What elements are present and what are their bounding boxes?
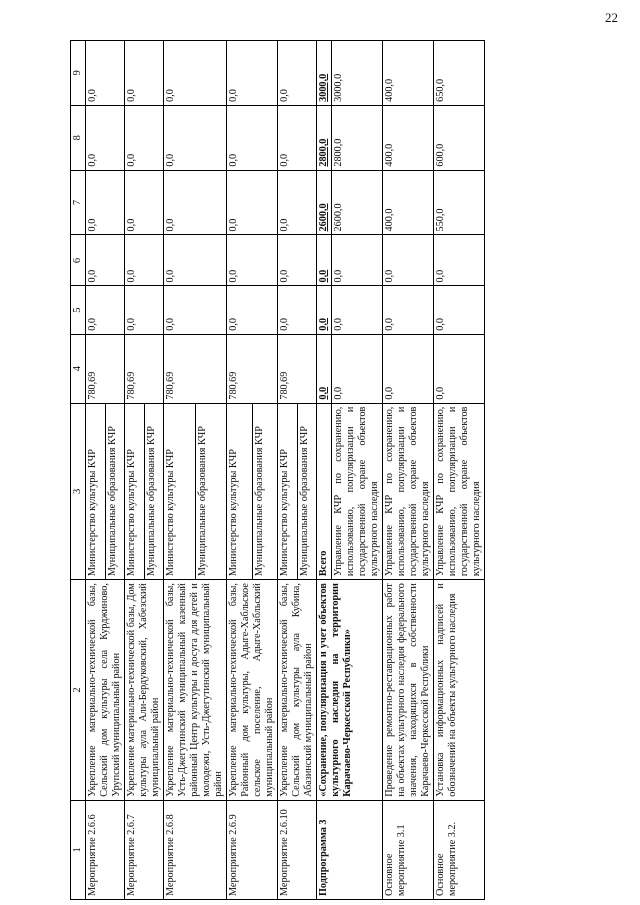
value-cell: 0,0 [227, 41, 278, 106]
executor-cell: Муниципальные образования КЧР [252, 403, 278, 579]
total-label-cell: Всего [317, 403, 332, 579]
col-header: 1 [71, 800, 86, 899]
table-row [227, 41, 253, 900]
value-cell: 0,0 [332, 334, 383, 403]
value-cell: 0,0 [164, 170, 227, 235]
value-cell: 0,0 [383, 286, 434, 334]
value-cell: 0,0 [125, 235, 164, 286]
value-cell: 0,0 [434, 334, 485, 403]
value-cell: 0,0 [278, 41, 317, 106]
executor-cell: Муниципальные образования КЧР [297, 403, 317, 579]
value-cell: 3000,0 [332, 41, 383, 106]
value-cell: 0,0 [86, 105, 125, 170]
col-header: 5 [71, 286, 86, 334]
event-name-cell: Проведение ремонтно-реставрационных работ на объектах культурного наследия федерального значения, находящихся в собственности Карачаево-Черкесской Республики [383, 580, 434, 801]
value-cell: 0,0 [383, 334, 434, 403]
value-cell: 0,0 [278, 286, 317, 334]
value-cell: 400,0 [383, 170, 434, 235]
value-cell: 2800,0 [332, 105, 383, 170]
header-row [71, 41, 86, 900]
subprogram-row [317, 41, 332, 900]
value-cell: 2600,0 [332, 170, 383, 235]
executor-cell: Управление КЧР по сохранению, использованию, популяризации и государственной охране объектов культурного наследия [383, 403, 434, 579]
event-id-cell: Основное мероприятие 3.1 [383, 800, 434, 899]
col-header: 4 [71, 334, 86, 403]
subprogram-name-cell: «Сохранение, популяризация и учет объектов культурного наследия на территории Карачаево-Черкесской Республики» [317, 580, 383, 801]
total-value-cell: 2800,0 [317, 105, 332, 170]
event-id-cell: Мероприятие 2.6.10 [278, 800, 317, 899]
col-header: 7 [71, 170, 86, 235]
executor-cell: Управление КЧР по сохранению, использованию, популяризации и государственной охране объектов культурного наследия [332, 403, 383, 579]
rotated-page [70, 40, 485, 900]
executor-cell: Министерство культуры КЧР [125, 403, 145, 579]
value-cell: 0,0 [383, 235, 434, 286]
total-value-cell: 0,0 [317, 235, 332, 286]
event-name-cell: Укрепление материально-технической базы, Сельский дом культуры аула Кубина, Абазинский муниципальный район [278, 580, 317, 801]
total-value-cell: 2600,0 [317, 170, 332, 235]
value-cell: 600,0 [434, 105, 485, 170]
event-id-cell: Мероприятие 2.6.6 [86, 800, 125, 899]
value-cell: 0,0 [434, 235, 485, 286]
value-cell: 0,0 [164, 105, 227, 170]
event-id-cell: Мероприятие 2.6.9 [227, 800, 278, 899]
value-cell: 0,0 [278, 105, 317, 170]
value-cell: 780,69 [86, 334, 125, 403]
value-cell: 0,0 [227, 170, 278, 235]
table-row [125, 41, 145, 900]
total-value-cell: 0,0 [317, 334, 332, 403]
table-row [278, 41, 298, 900]
executor-cell: Министерство культуры КЧР [164, 403, 196, 579]
value-cell: 400,0 [383, 105, 434, 170]
table-row [164, 41, 196, 900]
value-cell: 0,0 [332, 235, 383, 286]
event-name-cell: Укрепление материально-технической базы, Усть-Джегутинский муниципальный казенный районный Центр культуры и досуга для детей и молодежи, Усть-Джегутинский муниципальный район [164, 580, 227, 801]
event-name-cell: Установка информационных надписей и обозначений на объекты культурного наследия [434, 580, 485, 801]
value-cell: 0,0 [86, 41, 125, 106]
value-cell: 0,0 [125, 170, 164, 235]
col-header: 9 [71, 41, 86, 106]
main-event-row [434, 41, 485, 900]
value-cell: 0,0 [164, 41, 227, 106]
value-cell: 0,0 [278, 235, 317, 286]
value-cell: 0,0 [86, 235, 125, 286]
col-header: 6 [71, 235, 86, 286]
event-id-cell: Мероприятие 2.6.7 [125, 800, 164, 899]
col-header: 3 [71, 403, 86, 579]
value-cell: 0,0 [227, 286, 278, 334]
table-row [86, 41, 106, 900]
value-cell: 780,69 [278, 334, 317, 403]
executor-cell: Министерство культуры КЧР [227, 403, 253, 579]
total-value-cell: 0,0 [317, 286, 332, 334]
col-header: 8 [71, 105, 86, 170]
value-cell: 0,0 [125, 286, 164, 334]
value-cell: 0,0 [278, 170, 317, 235]
value-cell: 780,69 [164, 334, 227, 403]
executor-cell: Управление КЧР по сохранению, использованию, популяризации и государственной охране объектов культурного наследия [434, 403, 485, 579]
page-number: 22 [605, 10, 618, 25]
value-cell: 0,0 [125, 41, 164, 106]
value-cell: 0,0 [164, 286, 227, 334]
value-cell: 550,0 [434, 170, 485, 235]
value-cell: 0,0 [125, 105, 164, 170]
value-cell: 0,0 [164, 235, 227, 286]
value-cell: 400,0 [383, 41, 434, 106]
col-header: 2 [71, 580, 86, 801]
budget-table [70, 40, 485, 900]
value-cell: 0,0 [227, 235, 278, 286]
value-cell: 0,0 [434, 286, 485, 334]
subprogram-id-cell: Подпрограмма 3 [317, 800, 383, 899]
value-cell: 0,0 [332, 286, 383, 334]
event-id-cell: Основное мероприятие 3.2. [434, 800, 485, 899]
executor-cell: Министерство культуры КЧР [278, 403, 298, 579]
value-cell: 0,0 [86, 286, 125, 334]
executor-cell: Муниципальные образования КЧР [195, 403, 227, 579]
event-name-cell: Укрепление материально-технической базы, Дом культуры аула Али-Бердуковский, Хабезский муниципальный район [125, 580, 164, 801]
event-id-cell: Мероприятие 2.6.8 [164, 800, 227, 899]
executor-cell: Муниципальные образования КЧР [105, 403, 125, 579]
value-cell: 0,0 [227, 105, 278, 170]
main-event-row [383, 41, 434, 900]
value-cell: 780,69 [125, 334, 164, 403]
total-value-cell: 3000,0 [317, 41, 332, 106]
value-cell: 650,0 [434, 41, 485, 106]
event-name-cell: Укрепление материально-технической базы, Районный дом культуры, Адыге-Хабльское сельское поселение, Адыге-Хабльский муниципальный район [227, 580, 278, 801]
value-cell: 780,69 [227, 334, 278, 403]
executor-cell: Министерство культуры КЧР [86, 403, 106, 579]
value-cell: 0,0 [86, 170, 125, 235]
executor-cell: Муниципальные образования КЧР [144, 403, 164, 579]
event-name-cell: Укрепление материально-технической базы, Сельский дом культуры села Курджиново, Урупский муниципальный район [86, 580, 125, 801]
